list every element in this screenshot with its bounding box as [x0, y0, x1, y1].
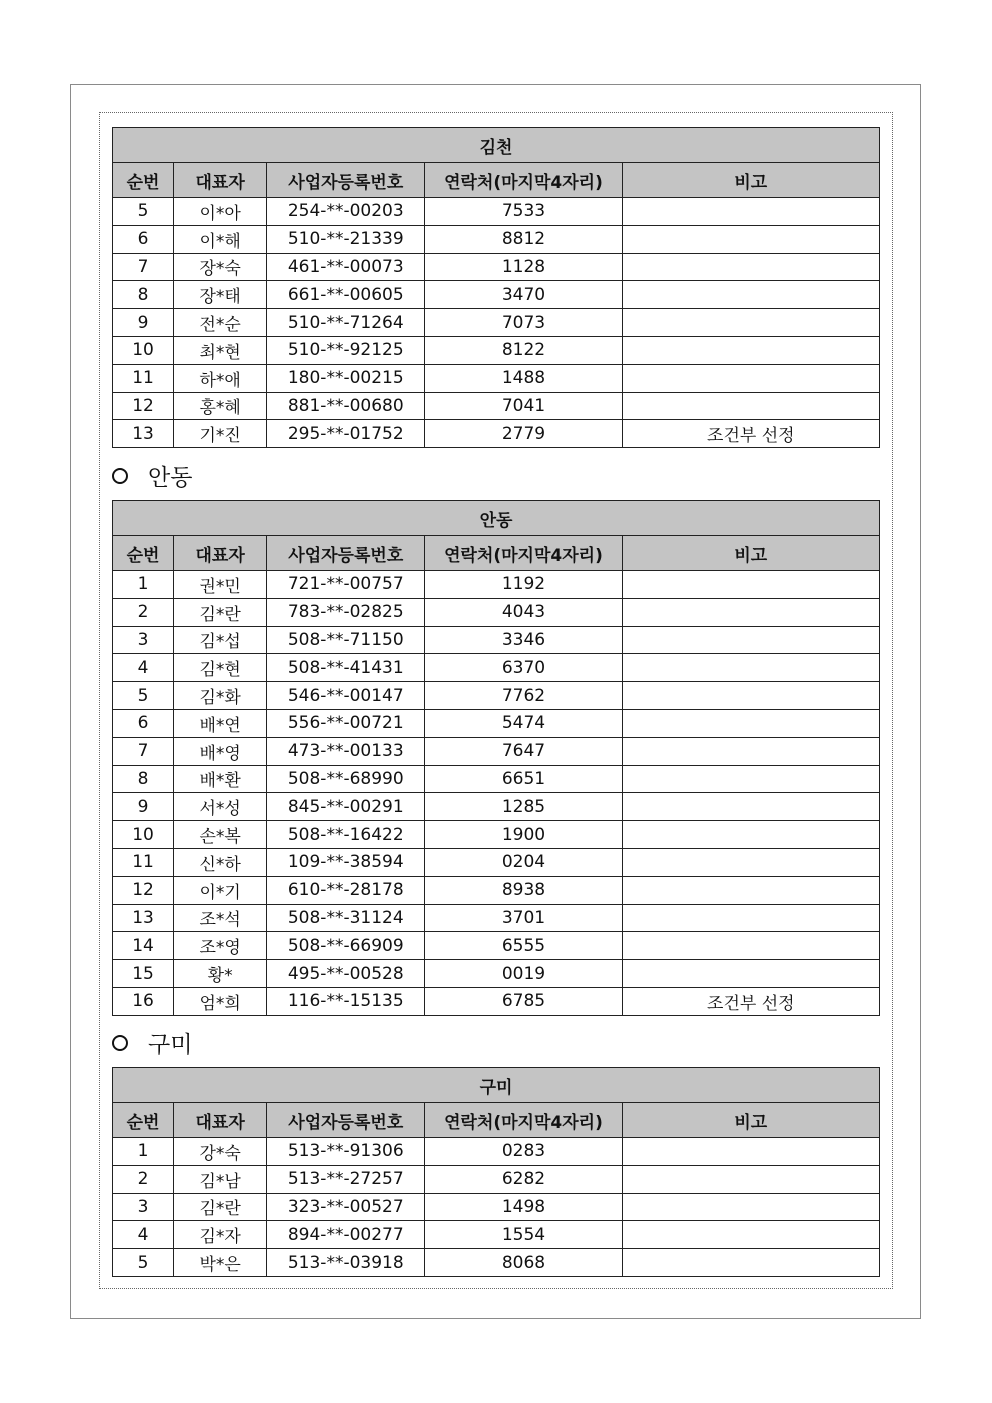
row-number-cell: 5	[113, 1249, 174, 1277]
representative-cell: 서*성	[174, 793, 267, 821]
row-number-cell: 10	[113, 821, 174, 849]
column-header: 대표자	[174, 1103, 267, 1138]
remarks-cell	[622, 1138, 879, 1166]
representative-cell: 박*은	[174, 1249, 267, 1277]
table-row	[113, 626, 880, 654]
remarks-cell	[622, 654, 879, 682]
contact-cell: 4043	[425, 598, 622, 626]
table-row	[113, 960, 880, 988]
representative-cell: 권*민	[174, 571, 267, 599]
row-number-cell: 10	[113, 336, 174, 364]
table-title: 안동	[113, 501, 880, 536]
representative-cell: 기*진	[174, 420, 267, 448]
business-number-cell: 323-**-00527	[267, 1193, 425, 1221]
contact-cell: 1554	[425, 1221, 622, 1249]
column-header: 사업자등록번호	[267, 163, 425, 198]
row-number-cell: 12	[113, 392, 174, 420]
remarks-cell	[622, 682, 879, 710]
table-row	[113, 876, 880, 904]
business-number-cell: 610-**-28178	[267, 876, 425, 904]
table-title: 구미	[113, 1068, 880, 1103]
row-number-cell: 11	[113, 364, 174, 392]
column-header: 순번	[113, 1103, 174, 1138]
table-row	[113, 987, 880, 1015]
remarks-cell	[622, 1193, 879, 1221]
row-number-cell: 11	[113, 848, 174, 876]
row-number-cell: 6	[113, 709, 174, 737]
contact-cell: 7041	[425, 392, 622, 420]
remarks-cell	[622, 876, 879, 904]
remarks-cell	[622, 1165, 879, 1193]
gumi-table	[112, 1067, 880, 1277]
representative-cell: 하*애	[174, 364, 267, 392]
row-number-cell: 1	[113, 1138, 174, 1166]
representative-cell: 장*태	[174, 281, 267, 309]
table-row	[113, 904, 880, 932]
representative-cell: 김*란	[174, 598, 267, 626]
business-number-cell: 845-**-00291	[267, 793, 425, 821]
row-number-cell: 3	[113, 1193, 174, 1221]
remarks-cell	[622, 960, 879, 988]
table-row	[113, 654, 880, 682]
table-title: 김천	[113, 128, 880, 163]
remarks-cell	[622, 737, 879, 765]
row-number-cell: 5	[113, 198, 174, 226]
contact-cell: 3701	[425, 904, 622, 932]
table-row	[113, 932, 880, 960]
business-number-cell: 116-**-15135	[267, 987, 425, 1015]
circle-bullet-icon	[112, 1035, 128, 1051]
table-row	[113, 571, 880, 599]
business-number-cell: 508-**-16422	[267, 821, 425, 849]
column-header: 대표자	[174, 163, 267, 198]
business-number-cell: 783-**-02825	[267, 598, 425, 626]
remarks-cell	[622, 626, 879, 654]
table-row	[113, 198, 880, 226]
contact-cell: 8812	[425, 225, 622, 253]
column-header: 연락처(마지막4자리)	[425, 1103, 622, 1138]
business-number-cell: 510-**-21339	[267, 225, 425, 253]
table-row	[113, 682, 880, 710]
row-number-cell: 7	[113, 737, 174, 765]
contact-cell: 1488	[425, 364, 622, 392]
contact-cell: 1498	[425, 1193, 622, 1221]
remarks-cell	[622, 848, 879, 876]
representative-cell: 조*석	[174, 904, 267, 932]
remarks-cell	[622, 198, 879, 226]
business-number-cell: 109-**-38594	[267, 848, 425, 876]
table-row	[113, 420, 880, 448]
table-row	[113, 793, 880, 821]
contact-cell: 0019	[425, 960, 622, 988]
row-number-cell: 5	[113, 682, 174, 710]
column-header: 비고	[622, 536, 879, 571]
row-number-cell: 14	[113, 932, 174, 960]
representative-cell: 배*연	[174, 709, 267, 737]
row-number-cell: 9	[113, 309, 174, 337]
remarks-cell: 조건부 선정	[622, 987, 879, 1015]
column-header: 사업자등록번호	[267, 1103, 425, 1138]
contact-cell: 7533	[425, 198, 622, 226]
remarks-cell	[622, 1221, 879, 1249]
business-number-cell: 461-**-00073	[267, 253, 425, 281]
remarks-cell	[622, 1249, 879, 1277]
contact-cell: 0204	[425, 848, 622, 876]
representative-cell: 이*해	[174, 225, 267, 253]
remarks-cell	[622, 281, 879, 309]
representative-cell: 배*영	[174, 737, 267, 765]
business-number-cell: 513-**-91306	[267, 1138, 425, 1166]
remarks-cell	[622, 253, 879, 281]
row-number-cell: 12	[113, 876, 174, 904]
business-number-cell: 495-**-00528	[267, 960, 425, 988]
section-heading-gumi	[112, 1026, 192, 1059]
row-number-cell: 13	[113, 420, 174, 448]
contact-cell: 6370	[425, 654, 622, 682]
contact-cell: 5474	[425, 709, 622, 737]
representative-cell: 전*순	[174, 309, 267, 337]
contact-cell: 1285	[425, 793, 622, 821]
column-header: 순번	[113, 536, 174, 571]
contact-cell: 1128	[425, 253, 622, 281]
business-number-cell: 508-**-41431	[267, 654, 425, 682]
representative-cell: 신*하	[174, 848, 267, 876]
table-row	[113, 765, 880, 793]
table-row	[113, 392, 880, 420]
table-row	[113, 309, 880, 337]
table-row	[113, 709, 880, 737]
contact-cell: 7647	[425, 737, 622, 765]
column-header: 연락처(마지막4자리)	[425, 536, 622, 571]
remarks-cell	[622, 392, 879, 420]
remarks-cell	[622, 765, 879, 793]
representative-cell: 장*숙	[174, 253, 267, 281]
contact-cell: 7073	[425, 309, 622, 337]
business-number-cell: 508-**-68990	[267, 765, 425, 793]
row-number-cell: 1	[113, 571, 174, 599]
contact-cell: 6282	[425, 1165, 622, 1193]
section-heading-label: 안동	[148, 465, 193, 491]
column-header: 대표자	[174, 536, 267, 571]
representative-cell: 배*환	[174, 765, 267, 793]
representative-cell: 김*섭	[174, 626, 267, 654]
remarks-cell	[622, 571, 879, 599]
column-header: 순번	[113, 163, 174, 198]
representative-cell: 강*숙	[174, 1138, 267, 1166]
row-number-cell: 2	[113, 1165, 174, 1193]
contact-cell: 6651	[425, 765, 622, 793]
table-row	[113, 848, 880, 876]
table-row	[113, 598, 880, 626]
business-number-cell: 513-**-27257	[267, 1165, 425, 1193]
business-number-cell: 556-**-00721	[267, 709, 425, 737]
business-number-cell: 473-**-00133	[267, 737, 425, 765]
contact-cell: 1900	[425, 821, 622, 849]
representative-cell: 김*화	[174, 682, 267, 710]
column-header: 비고	[622, 1103, 879, 1138]
row-number-cell: 2	[113, 598, 174, 626]
contact-cell: 2779	[425, 420, 622, 448]
contact-cell: 0283	[425, 1138, 622, 1166]
representative-cell: 손*복	[174, 821, 267, 849]
remarks-cell	[622, 598, 879, 626]
circle-bullet-icon	[112, 468, 128, 484]
business-number-cell: 721-**-00757	[267, 571, 425, 599]
column-header: 연락처(마지막4자리)	[425, 163, 622, 198]
contact-cell: 7762	[425, 682, 622, 710]
table-row	[113, 336, 880, 364]
row-number-cell: 9	[113, 793, 174, 821]
contact-cell: 6555	[425, 932, 622, 960]
business-number-cell: 894-**-00277	[267, 1221, 425, 1249]
representative-cell: 엄*희	[174, 987, 267, 1015]
representative-cell: 이*기	[174, 876, 267, 904]
gimcheon-table	[112, 127, 880, 448]
contact-cell: 3470	[425, 281, 622, 309]
representative-cell: 김*남	[174, 1165, 267, 1193]
business-number-cell: 508-**-71150	[267, 626, 425, 654]
representative-cell: 최*현	[174, 336, 267, 364]
andong-table	[112, 500, 880, 1016]
representative-cell: 김*자	[174, 1221, 267, 1249]
business-number-cell: 254-**-00203	[267, 198, 425, 226]
remarks-cell	[622, 932, 879, 960]
row-number-cell: 4	[113, 1221, 174, 1249]
row-number-cell: 3	[113, 626, 174, 654]
row-number-cell: 13	[113, 904, 174, 932]
business-number-cell: 546-**-00147	[267, 682, 425, 710]
section-heading-label: 구미	[148, 1032, 193, 1058]
contact-cell: 8122	[425, 336, 622, 364]
table-row	[113, 364, 880, 392]
business-number-cell: 180-**-00215	[267, 364, 425, 392]
row-number-cell: 8	[113, 765, 174, 793]
table-row	[113, 253, 880, 281]
remarks-cell	[622, 709, 879, 737]
table-row	[113, 281, 880, 309]
table-row	[113, 821, 880, 849]
remarks-cell	[622, 225, 879, 253]
table-row	[113, 1138, 880, 1166]
representative-cell: 황*	[174, 960, 267, 988]
business-number-cell: 508-**-31124	[267, 904, 425, 932]
contact-cell: 8068	[425, 1249, 622, 1277]
remarks-cell: 조건부 선정	[622, 420, 879, 448]
contact-cell: 3346	[425, 626, 622, 654]
business-number-cell: 295-**-01752	[267, 420, 425, 448]
business-number-cell: 510-**-92125	[267, 336, 425, 364]
contact-cell: 1192	[425, 571, 622, 599]
column-header: 비고	[622, 163, 879, 198]
contact-cell: 6785	[425, 987, 622, 1015]
row-number-cell: 8	[113, 281, 174, 309]
business-number-cell: 881-**-00680	[267, 392, 425, 420]
remarks-cell	[622, 309, 879, 337]
representative-cell: 김*란	[174, 1193, 267, 1221]
contact-cell: 8938	[425, 876, 622, 904]
business-number-cell: 508-**-66909	[267, 932, 425, 960]
representative-cell: 조*영	[174, 932, 267, 960]
column-header: 사업자등록번호	[267, 536, 425, 571]
table-row	[113, 225, 880, 253]
section-heading-andong	[112, 459, 192, 492]
representative-cell: 이*아	[174, 198, 267, 226]
row-number-cell: 15	[113, 960, 174, 988]
remarks-cell	[622, 336, 879, 364]
row-number-cell: 4	[113, 654, 174, 682]
remarks-cell	[622, 364, 879, 392]
row-number-cell: 7	[113, 253, 174, 281]
business-number-cell: 661-**-00605	[267, 281, 425, 309]
table-row	[113, 737, 880, 765]
representative-cell: 홍*혜	[174, 392, 267, 420]
business-number-cell: 513-**-03918	[267, 1249, 425, 1277]
business-number-cell: 510-**-71264	[267, 309, 425, 337]
table-row	[113, 1165, 880, 1193]
remarks-cell	[622, 821, 879, 849]
table-row	[113, 1249, 880, 1277]
row-number-cell: 16	[113, 987, 174, 1015]
remarks-cell	[622, 904, 879, 932]
representative-cell: 김*현	[174, 654, 267, 682]
remarks-cell	[622, 793, 879, 821]
table-row	[113, 1221, 880, 1249]
row-number-cell: 6	[113, 225, 174, 253]
table-row	[113, 1193, 880, 1221]
